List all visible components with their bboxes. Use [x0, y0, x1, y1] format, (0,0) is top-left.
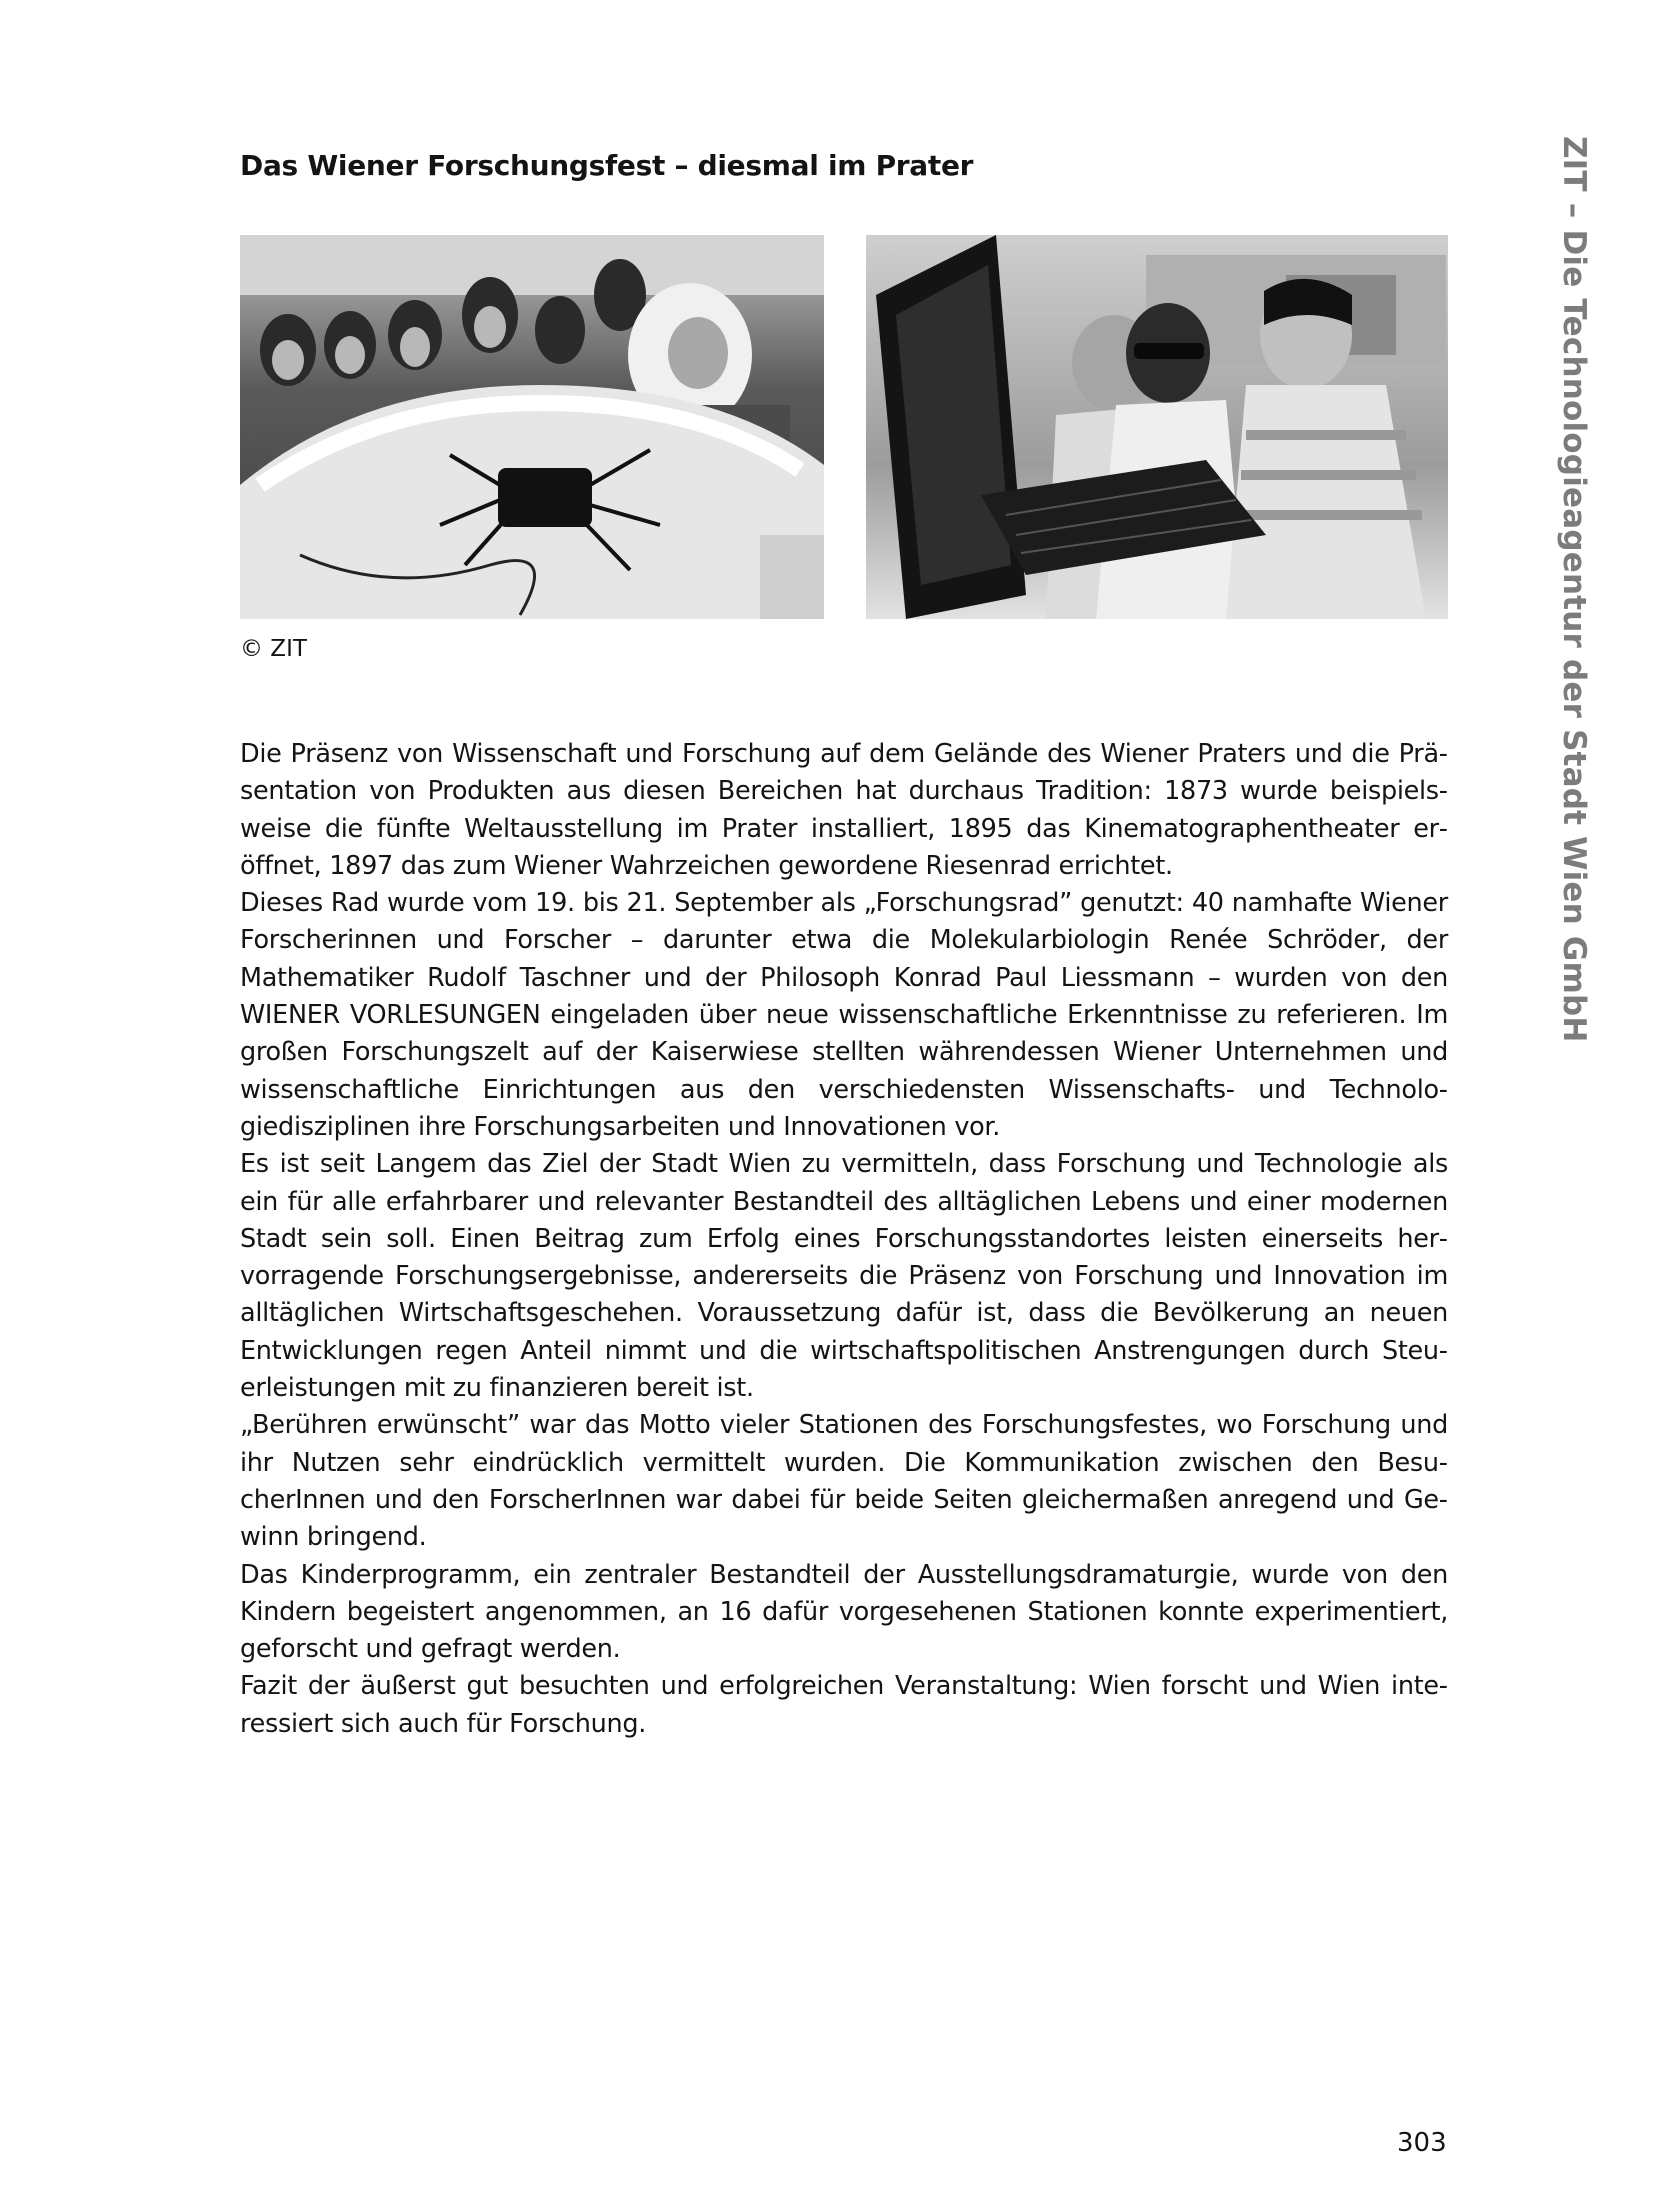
paragraph: Das Kinderprogramm, ein zentraler Bestandteil der Ausstellungsdramaturgie, wurde von den Kindern begeistert angenommen, an 16 dafür vorgesehenen Stationen konnte experimentiert, geforscht und gefragt werden.	[240, 1559, 1448, 1665]
paragraph: Dieses Rad wurde vom 19. bis 21. September als „Forschungsrad” genutzt: 40 namhafte Wiener Forscherinnen und Forscher – darunter etwa die Molekularbiologin Renée Schröder, der Mathematiker Rudolf Taschner und der Philosoph Konrad Paul Liessmann – wurden von den WIENER VORLESUNGEN eingeladen über neue wissenschaftliche Erkenntnisse zu referieren. Im großen Forschungszelt auf der Kaiserwiese stellten währendessen Wiener Unternehmen und wissenschaftliche Einrichtungen aus den verschiedensten Wissenschafts- und Technologiedisziplinen ihre Forschungsarbeiten und Innovationen vor.	[240, 888, 1448, 1142]
paragraph: Die Präsenz von Wissenschaft und Forschung auf dem Gelände des Wiener Praters und die Präsentation von Produkten aus diesen Bereichen hat durchaus Tradition: 1873 wurde beispielsweise die fünfte Weltausstellung im Prater installiert, 1895 das Kinematographentheater eröffnet, 1897 das zum Wiener Wahrzeichen gewordene Riesenrad errichtet.	[240, 739, 1448, 881]
article-body	[240, 736, 1448, 1743]
paragraph: Fazit der äußerst gut besuchten und erfolgreichen Veranstaltung: Wien forscht und Wien interessiert sich auch für Forschung.	[240, 1671, 1448, 1739]
robot-spider-photo	[240, 235, 824, 619]
page-number: 303	[1397, 2128, 1447, 2158]
children-computer-photo	[866, 235, 1448, 619]
children-computer-illustration	[866, 235, 1448, 619]
photo-credit: © ZIT	[240, 636, 307, 662]
chapter-side-label: ZIT – Die Technologieagentur der Stadt Wien GmbH	[1556, 136, 1592, 1043]
page-heading: Das Wiener Forschungsfest – diesmal im Prater	[240, 149, 974, 182]
paragraph: Es ist seit Langem das Ziel der Stadt Wien zu vermitteln, dass Forschung und Technologie als ein für alle erfahrbarer und relevanter Bestandteil des alltäglichen Lebens und einer modernen Stadt sein soll. Einen Beitrag zum Erfolg eines Forschungsstandortes leisten einerseits hervorragende Forschungsergebnisse, andererseits die Präsenz von Forschung und Innovation im alltäglichen Wirtschaftsgeschehen. Voraussetzung dafür ist, dass die Bevölkerung an neuen Entwicklungen regen Anteil nimmt und die wirtschaftspolitischen Anstrengungen durch Steuerleistungen mit zu finanzieren bereit ist.	[240, 1149, 1448, 1404]
robot-spider-illustration	[240, 235, 824, 619]
paragraph: „Berühren erwünscht” war das Motto vieler Stationen des Forschungsfestes, wo Forschung und ihr Nutzen sehr eindrücklich vermittelt wurden. Die Kommunikation zwischen den BesucherInnen und den ForscherInnen war dabei für beide Seiten gleichermaßen anregend und Gewinn bringend.	[240, 1410, 1448, 1553]
